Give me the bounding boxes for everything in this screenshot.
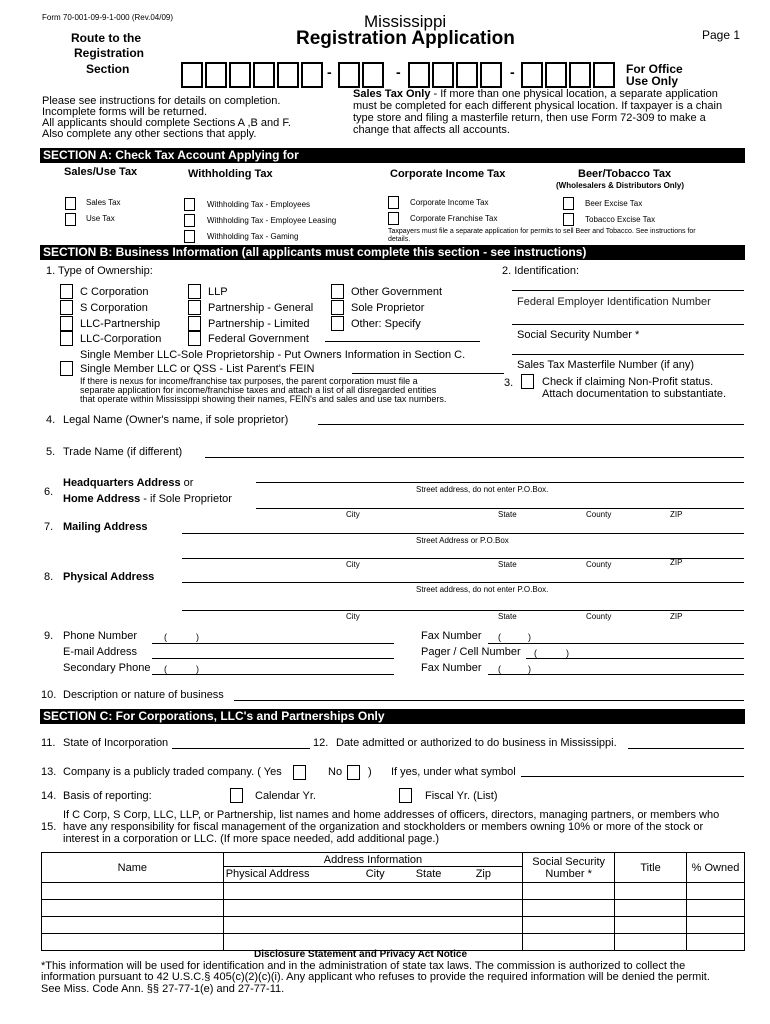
admitted-number: 12.	[313, 737, 329, 749]
header-physical: Physical Address	[225, 868, 310, 880]
intro-line2: Incomplete forms will be returned.	[42, 106, 208, 118]
single-member-qss: Single Member LLC or QSS - List Parent's FEIN	[80, 363, 315, 375]
dash: -	[327, 64, 332, 80]
incorporation-label: State of Incorporation	[63, 737, 169, 749]
fax2-label: Fax Number	[421, 662, 482, 674]
mailing-county-caption: County	[586, 560, 612, 569]
col-beer-sub: (Wholesalers & Distributors Only)	[556, 181, 685, 190]
q15-line1: If C Corp, S Corp, LLC, LLP, or Partnership, list names and home addresses of officers, directors, managing partners, or members who	[63, 809, 720, 821]
nonprofit-checkbox[interactable]	[521, 374, 534, 389]
trade-name-input[interactable]	[205, 457, 744, 458]
header-title: Title	[615, 853, 687, 883]
use-tax-label: Use Tax	[86, 214, 115, 223]
partnership-limited-label: Partnership - Limited	[208, 318, 310, 330]
table-cell[interactable]	[687, 934, 745, 951]
hq-or: or	[180, 477, 194, 489]
partnership-general-checkbox[interactable]	[188, 300, 201, 315]
other-specify-line[interactable]	[325, 341, 480, 342]
incorporation-input[interactable]	[172, 748, 310, 749]
public-yes-checkbox[interactable]	[293, 765, 306, 780]
federal-government-label: Federal Government	[208, 333, 309, 345]
route-line3: Section	[86, 62, 130, 76]
office-digit-box[interactable]	[338, 62, 360, 88]
corp-franchise-label: Corporate Franchise Tax	[410, 214, 498, 223]
parent-fein-line[interactable]	[352, 373, 504, 374]
fax-label: Fax Number	[421, 630, 482, 642]
wh-gaming-label: Withholding Tax - Gaming	[207, 232, 299, 241]
other-government-label: Other Government	[351, 286, 443, 298]
ownership-label: 1. Type of Ownership:	[46, 265, 153, 277]
disclosure-heading: Disclosure Statement and Privacy Act Notice	[254, 949, 468, 960]
col-beer-tobacco: Beer/Tobacco Tax	[578, 168, 672, 180]
calendar-label: Calendar Yr.	[255, 790, 316, 802]
q15-line3: interest in a corporation or LLC. (If more space needed, add additional page.)	[63, 833, 440, 845]
hq-bold: Headquarters Address	[63, 477, 181, 489]
sales-only-bold: Sales Tax Only	[353, 88, 431, 100]
llc-corporation-label: LLC-Corporation	[80, 333, 162, 345]
tobacco-excise-checkbox[interactable]	[563, 213, 574, 226]
office-digit-box[interactable]	[480, 62, 502, 88]
single-member-qss-checkbox[interactable]	[60, 361, 73, 376]
header-state: State	[415, 868, 442, 880]
header-owned: % Owned	[687, 853, 745, 883]
pager-paren-open: (	[534, 648, 537, 658]
table-cell[interactable]	[687, 917, 745, 934]
symbol-input[interactable]	[521, 776, 744, 777]
secondary-phone-input[interactable]	[152, 674, 394, 675]
public-number: 13.	[41, 766, 57, 778]
beer-excise-checkbox[interactable]	[563, 197, 574, 210]
office-digit-box[interactable]	[181, 62, 203, 88]
nexus-line1: If there is nexus for income/franchise tax purposes, the parent corporation must file a	[80, 376, 418, 386]
hq-street-input[interactable]	[256, 482, 744, 483]
masterfile-label: Sales Tax Masterfile Number (if any)	[517, 359, 695, 371]
public-label: Company is a publicly traded company. ( Yes	[63, 766, 282, 778]
admitted-input[interactable]	[628, 748, 744, 749]
officers-header-row	[42, 853, 745, 883]
mailing-zip-caption: ZIP	[670, 558, 683, 567]
hq-number: 6.	[44, 486, 54, 498]
table-cell[interactable]	[615, 934, 687, 951]
hq-line1	[63, 477, 193, 489]
office-digit-box[interactable]	[362, 62, 384, 88]
permit-note-line2: details.	[388, 236, 411, 243]
legal-name-number: 4.	[46, 414, 56, 426]
legal-name-label: Legal Name (Owner's name, if sole proprietor)	[63, 414, 289, 426]
calendar-checkbox[interactable]	[230, 788, 243, 803]
dash: -	[510, 64, 515, 80]
intro-line3: All applicants should complete Sections A ,B and F.	[42, 117, 291, 129]
table-cell[interactable]	[615, 917, 687, 934]
phone-number-index: 9.	[44, 630, 54, 642]
public-close-paren: )	[368, 766, 372, 778]
mailing-street-caption: Street Address or P.O.Box	[416, 536, 509, 545]
table-cell[interactable]	[223, 900, 523, 917]
header-ssn-line1: Social Security	[532, 855, 606, 868]
table-cell[interactable]	[615, 900, 687, 917]
table-cell[interactable]	[523, 917, 615, 934]
mailing-city-caption: City	[346, 560, 360, 569]
wh-leasing-checkbox[interactable]	[184, 214, 195, 227]
mailing-label: Mailing Address	[63, 521, 148, 533]
incorporation-number: 11.	[41, 737, 56, 749]
use-tax-checkbox[interactable]	[65, 213, 76, 226]
legal-name-input[interactable]	[318, 424, 744, 425]
physical-state-caption: State	[498, 612, 517, 621]
physical-street-caption: Street address, do not enter P.O.Box.	[416, 585, 549, 594]
pager-paren-close: )	[566, 648, 569, 658]
col-withholding: Withholding Tax	[188, 168, 273, 180]
office-digit-box[interactable]	[408, 62, 430, 88]
fax2-input[interactable]	[488, 674, 744, 675]
q15-number: 15.	[41, 821, 57, 833]
header-address-info: Address Information	[323, 854, 423, 866]
q15-line2: have any responsibility for fiscal management of the organization and stockholders or members owning 10% or more of the stock or	[63, 821, 704, 833]
sole-proprietor-checkbox[interactable]	[331, 300, 344, 315]
office-digit-box[interactable]	[593, 62, 615, 88]
federal-government-checkbox[interactable]	[188, 331, 201, 346]
table-cell[interactable]	[223, 917, 523, 934]
header-address	[223, 853, 523, 883]
table-cell[interactable]	[223, 883, 523, 900]
email-input[interactable]	[152, 658, 394, 659]
s-corp-checkbox[interactable]	[60, 300, 73, 315]
phone-paren-close: )	[196, 632, 199, 642]
public-no-checkbox[interactable]	[347, 765, 360, 780]
hq-city-caption: City	[346, 510, 360, 519]
description-label: Description or nature of business	[63, 689, 224, 701]
fiscal-label: Fiscal Yr. (List)	[425, 790, 498, 802]
office-digit-box[interactable]	[205, 62, 227, 88]
llp-label: LLP	[208, 286, 228, 298]
hq-county-caption: County	[586, 510, 612, 519]
intro-line4: Also complete any other sections that apply.	[42, 128, 257, 140]
route-line2: Registration	[74, 46, 145, 60]
nonprofit-number: 3.	[504, 377, 514, 389]
beer-excise-label: Beer Excise Tax	[585, 199, 643, 208]
mailing-street-input[interactable]	[182, 533, 744, 534]
fax-paren-close: )	[528, 632, 531, 642]
c-corp-checkbox[interactable]	[60, 284, 73, 299]
sales-only-line2: must be completed for each different physical location. If taxpayer is a chain	[353, 100, 723, 112]
table-cell[interactable]	[687, 883, 745, 900]
physical-city-caption: City	[346, 612, 360, 621]
permit-note-line1: Taxpayers must file a separate application for permits to sell Beer and Tobacco. See instructions for	[388, 228, 696, 235]
ssn-label	[517, 329, 639, 341]
symbol-label: If yes, under what symbol	[391, 766, 516, 778]
sales-tax-label: Sales Tax	[86, 198, 121, 207]
header-ssn-star: *	[587, 867, 592, 880]
tobacco-excise-label: Tobacco Excise Tax	[585, 215, 656, 224]
header-address-subrow	[224, 866, 523, 881]
route-line1: Route to the	[71, 31, 141, 45]
table-cell[interactable]	[687, 900, 745, 917]
disclosure-line2: information pursuant to 42 U.S.C.§ 405(c)(2)(c)(i). Any applicant who refuses to provide the required information will be denied the permit.	[41, 971, 710, 983]
office-digit-box[interactable]	[301, 62, 323, 88]
llp-checkbox[interactable]	[188, 284, 201, 299]
page-number: Page 1	[702, 28, 741, 42]
wh-employees-checkbox[interactable]	[184, 198, 195, 211]
table-row[interactable]	[42, 900, 745, 917]
llc-partnership-checkbox[interactable]	[60, 316, 73, 331]
office-digit-box[interactable]	[253, 62, 275, 88]
section-a-header: SECTION A: Check Tax Account Applying for	[40, 148, 745, 163]
llc-partnership-label: LLC-Partnership	[80, 318, 161, 330]
office-digit-box[interactable]	[229, 62, 251, 88]
other-government-checkbox[interactable]	[331, 284, 344, 299]
office-digit-box[interactable]	[569, 62, 591, 88]
table-cell[interactable]	[42, 934, 224, 951]
office-digit-box[interactable]	[432, 62, 454, 88]
disclosure-line3: See Miss. Code Ann. §§ 27-77-1(e) and 27-77-11.	[41, 983, 285, 995]
partnership-general-label: Partnership - General	[208, 302, 314, 314]
partnership-limited-checkbox[interactable]	[188, 316, 201, 331]
sales-tax-checkbox[interactable]	[65, 197, 76, 210]
physical-zip-caption: ZIP	[670, 612, 683, 621]
pager-label: Pager / Cell Number	[421, 646, 521, 658]
state-title: Mississippi	[364, 12, 447, 31]
header-city: City	[365, 868, 385, 880]
table-cell[interactable]	[523, 900, 615, 917]
officers-table	[41, 852, 745, 951]
hq-line2	[63, 493, 232, 505]
secondary-phone-label: Secondary Phone	[63, 662, 151, 674]
office-use-line1: For Office	[626, 62, 683, 76]
corp-franchise-checkbox[interactable]	[388, 212, 399, 225]
sales-tax-only-note	[353, 88, 718, 100]
header-name: Name	[42, 853, 224, 883]
hq-zip-caption: ZIP	[670, 510, 683, 519]
admitted-label: Date admitted or authorized to do business in Mississippi.	[336, 737, 617, 749]
mailing-number: 7.	[44, 521, 54, 533]
office-digit-box[interactable]	[456, 62, 478, 88]
s-corp-label: S Corporation	[80, 302, 148, 314]
c-corp-label: C Corporation	[80, 286, 149, 298]
sole-proprietor-label: Sole Proprietor	[351, 302, 425, 314]
sales-only-text: - If more than one physical location, a separate application	[430, 88, 718, 100]
mailing-city-input[interactable]	[182, 558, 744, 559]
physical-number: 8.	[44, 571, 54, 583]
trade-name-label: Trade Name (if different)	[63, 446, 183, 458]
wh-gaming-checkbox[interactable]	[184, 230, 195, 243]
nexus-line3: that operate within Mississippi showing their names, FEIN's and sales and use tax numbers.	[80, 394, 447, 404]
nexus-line2: separate application for income/franchise taxes and attach a list of all disregarded entities	[80, 385, 437, 395]
table-row[interactable]	[42, 883, 745, 900]
identification-label: 2. Identification:	[502, 265, 580, 277]
trade-name-number: 5.	[46, 446, 56, 458]
single-member-sole: Single Member LLC-Sole Proprietorship - Put Owners Information in Section C.	[80, 349, 466, 361]
fax-input[interactable]	[488, 643, 744, 644]
fein-line[interactable]	[512, 290, 744, 291]
other-specify-checkbox[interactable]	[331, 316, 344, 331]
table-cell[interactable]	[523, 883, 615, 900]
secondary-paren-open: (	[164, 664, 167, 674]
header-ssn	[523, 853, 615, 883]
office-digit-box[interactable]	[277, 62, 299, 88]
office-use-line2: Use Only	[626, 74, 679, 88]
dash: -	[396, 64, 401, 80]
secondary-paren-close: )	[196, 664, 199, 674]
header-ssn-line2	[523, 868, 614, 880]
email-label: E-mail Address	[63, 646, 137, 658]
nonprofit-line2: Attach documentation to substantiate.	[542, 388, 727, 400]
fein-label: Federal Employer Identification Number	[517, 296, 711, 308]
col-corporate: Corporate Income Tax	[390, 168, 506, 180]
phone-label: Phone Number	[63, 630, 137, 642]
physical-county-caption: County	[586, 612, 612, 621]
sales-only-line4: change that affects all accounts.	[353, 124, 510, 136]
col-sales-use: Sales/Use Tax	[64, 166, 138, 178]
nonprofit-line1: Check if claiming Non-Profit status.	[542, 376, 714, 388]
description-input[interactable]	[234, 700, 744, 701]
home-bold: Home Address	[63, 493, 141, 505]
table-cell[interactable]	[223, 934, 523, 951]
public-no-label: No	[328, 766, 343, 778]
office-digit-box[interactable]	[521, 62, 543, 88]
ssn-asterisk: *	[635, 329, 640, 341]
wh-employees-label: Withholding Tax - Employees	[207, 200, 311, 209]
corp-income-checkbox[interactable]	[388, 196, 399, 209]
table-cell[interactable]	[523, 934, 615, 951]
phone-paren-open: (	[164, 632, 167, 642]
description-number: 10.	[41, 689, 57, 701]
table-cell[interactable]	[42, 900, 224, 917]
table-cell[interactable]	[42, 917, 224, 934]
office-digit-box[interactable]	[545, 62, 567, 88]
pager-input[interactable]	[526, 658, 744, 659]
physical-city-input[interactable]	[182, 610, 744, 611]
corp-income-label: Corporate Income Tax	[410, 198, 489, 207]
form-id: Form 70-001-09-9-1-000 (Rev.04/09)	[42, 13, 174, 22]
phone-input[interactable]	[152, 643, 394, 644]
intro-line1: Please see instructions for details on completion.	[42, 95, 281, 107]
home-sub: - if Sole Proprietor	[140, 493, 232, 505]
hq-state-caption: State	[498, 510, 517, 519]
table-row[interactable]	[42, 934, 745, 951]
physical-label: Physical Address	[63, 571, 155, 583]
ssn-line[interactable]	[512, 324, 744, 325]
sales-only-line3: type store and filing a masterfile return, then use Form 72-309 to make a	[353, 112, 706, 124]
table-row[interactable]	[42, 917, 745, 934]
ssn-text: Social Security Number	[517, 329, 632, 341]
fax-paren-open: (	[498, 632, 501, 642]
hq-street-caption: Street address, do not enter P.O.Box.	[416, 485, 549, 494]
header-ssn-number: Number	[545, 867, 585, 880]
mailing-state-caption: State	[498, 560, 517, 569]
table-cell[interactable]	[615, 883, 687, 900]
header-zip: Zip	[475, 868, 491, 880]
masterfile-line[interactable]	[512, 354, 744, 355]
table-cell[interactable]	[42, 883, 224, 900]
section-c-header: SECTION C: For Corporations, LLC's and Partnerships Only	[40, 709, 745, 724]
hq-city-input[interactable]	[256, 508, 744, 509]
fax2-paren-open: (	[498, 664, 501, 674]
physical-street-input[interactable]	[182, 582, 744, 583]
basis-label: Basis of reporting:	[63, 790, 152, 802]
basis-number: 14.	[41, 790, 57, 802]
section-b-header: SECTION B: Business Information (all applicants must complete this section - see instructions)	[40, 245, 745, 260]
fiscal-checkbox[interactable]	[399, 788, 412, 803]
wh-leasing-label: Withholding Tax - Employee Leasing	[207, 216, 337, 225]
fax2-paren-close: )	[528, 664, 531, 674]
llc-corporation-checkbox[interactable]	[60, 331, 73, 346]
page-title: Registration Application	[296, 28, 515, 49]
other-specify-label: Other: Specify	[351, 318, 421, 330]
disclosure-line1: *This information will be used for identification and in the administration of state tax laws. The commission is authorized to collect the	[41, 960, 686, 972]
